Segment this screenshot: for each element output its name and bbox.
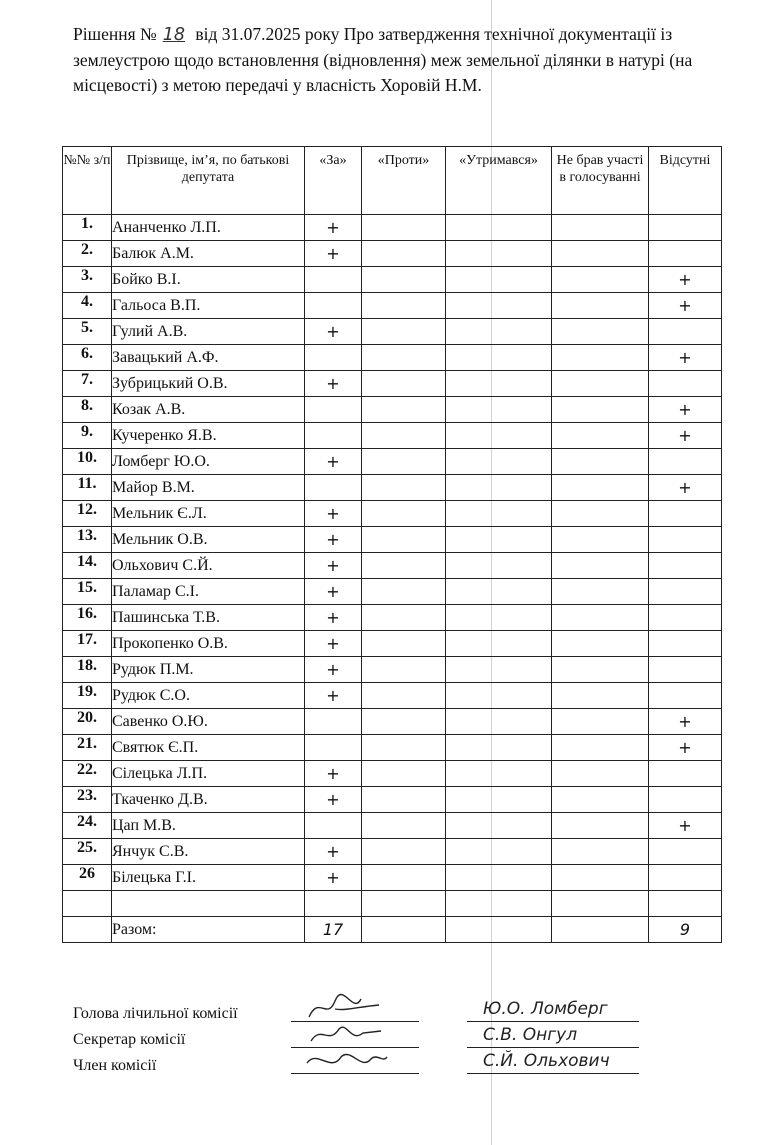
vote-against-mark — [362, 553, 446, 579]
table-body — [63, 215, 722, 943]
not-voted-mark — [552, 787, 649, 813]
signature-role: Член комісії — [73, 1057, 157, 1074]
vote-against-mark — [362, 813, 446, 839]
deputy-name: Ткаченко Д.В. — [112, 787, 305, 813]
signature-block — [73, 999, 753, 1083]
empty-cell — [552, 891, 649, 917]
absent-mark — [649, 761, 722, 787]
total-not-voted — [552, 917, 649, 943]
table-row — [63, 423, 722, 449]
table-row — [63, 293, 722, 319]
absent-mark — [649, 657, 722, 683]
vote-abstain-mark — [446, 475, 552, 501]
vote-abstain-mark — [446, 423, 552, 449]
empty-row — [63, 891, 722, 917]
vote-against-mark — [362, 735, 446, 761]
col-abstain-header: «Утримався» — [446, 147, 552, 215]
table-row — [63, 215, 722, 241]
vote-abstain-mark — [446, 813, 552, 839]
empty-cell — [649, 891, 722, 917]
table-row — [63, 501, 722, 527]
deputy-name: Кучеренко Я.В. — [112, 423, 305, 449]
row-number: 21. — [63, 735, 112, 761]
absent-mark — [649, 631, 722, 657]
deputy-name: Цап М.В. — [112, 813, 305, 839]
row-number: 25. — [63, 839, 112, 865]
row-number: 14. — [63, 553, 112, 579]
deputy-name: Святюк Є.П. — [112, 735, 305, 761]
absent-mark: + — [649, 475, 722, 501]
total-against — [362, 917, 446, 943]
col-not-voted-header: Не брав участі в голосуванні — [552, 147, 649, 215]
total-row — [63, 917, 722, 943]
deputy-name: Сілецька Л.П. — [112, 761, 305, 787]
signer-name: С.Й. Ольхович — [483, 1051, 610, 1071]
vote-abstain-mark — [446, 293, 552, 319]
not-voted-mark — [552, 553, 649, 579]
vote-abstain-mark — [446, 865, 552, 891]
vote-abstain-mark — [446, 683, 552, 709]
total-absent: 9 — [649, 917, 722, 943]
vote-abstain-mark — [446, 709, 552, 735]
not-voted-mark — [552, 657, 649, 683]
absent-mark: + — [649, 345, 722, 371]
row-number: 26 — [63, 865, 112, 891]
decision-header — [73, 22, 753, 98]
vote-abstain-mark — [446, 761, 552, 787]
vote-against-mark — [362, 787, 446, 813]
table-row — [63, 735, 722, 761]
row-number: 22. — [63, 761, 112, 787]
table-row — [63, 319, 722, 345]
deputy-name: Гальоса В.П. — [112, 293, 305, 319]
vote-for-mark: + — [305, 683, 362, 709]
vote-abstain-mark — [446, 553, 552, 579]
vote-for-mark: + — [305, 553, 362, 579]
not-voted-mark — [552, 813, 649, 839]
deputy-name: Янчук С.В. — [112, 839, 305, 865]
not-voted-mark — [552, 527, 649, 553]
vote-against-mark — [362, 579, 446, 605]
absent-mark — [649, 579, 722, 605]
total-abstain — [446, 917, 552, 943]
row-number: 11. — [63, 475, 112, 501]
vote-for-mark — [305, 293, 362, 319]
signature-row — [73, 1051, 753, 1083]
vote-abstain-mark — [446, 605, 552, 631]
not-voted-mark — [552, 449, 649, 475]
vote-against-mark — [362, 267, 446, 293]
absent-mark — [649, 683, 722, 709]
vote-for-mark: + — [305, 371, 362, 397]
row-number: 5. — [63, 319, 112, 345]
absent-mark — [649, 865, 722, 891]
table-row — [63, 241, 722, 267]
empty-cell — [446, 891, 552, 917]
vote-against-mark — [362, 345, 446, 371]
table-row — [63, 657, 722, 683]
deputy-name: Ананченко Л.П. — [112, 215, 305, 241]
deputy-name: Майор В.М. — [112, 475, 305, 501]
total-label: Разом: — [112, 917, 305, 943]
vote-abstain-mark — [446, 501, 552, 527]
table-row — [63, 787, 722, 813]
vote-for-mark — [305, 735, 362, 761]
vote-against-mark — [362, 605, 446, 631]
table-row — [63, 267, 722, 293]
table-row — [63, 709, 722, 735]
vote-against-mark — [362, 423, 446, 449]
row-number: 19. — [63, 683, 112, 709]
deputy-name: Білецька Г.І. — [112, 865, 305, 891]
vote-for-mark: + — [305, 579, 362, 605]
not-voted-mark — [552, 215, 649, 241]
table-row — [63, 371, 722, 397]
col-num-header: №№ з/п — [63, 147, 112, 215]
vote-abstain-mark — [446, 787, 552, 813]
row-number: 8. — [63, 397, 112, 423]
vote-abstain-mark — [446, 267, 552, 293]
vote-for-mark — [305, 709, 362, 735]
absent-mark: + — [649, 813, 722, 839]
not-voted-mark — [552, 293, 649, 319]
absent-mark — [649, 501, 722, 527]
row-number: 9. — [63, 423, 112, 449]
table-row — [63, 553, 722, 579]
vote-for-mark: + — [305, 215, 362, 241]
absent-mark — [649, 527, 722, 553]
row-number: 23. — [63, 787, 112, 813]
vote-against-mark — [362, 319, 446, 345]
vote-abstain-mark — [446, 527, 552, 553]
vote-abstain-mark — [446, 631, 552, 657]
vote-for-mark: + — [305, 319, 362, 345]
table-row — [63, 839, 722, 865]
empty-cell — [305, 891, 362, 917]
col-against-header: «Проти» — [362, 147, 446, 215]
absent-mark — [649, 553, 722, 579]
vote-for-mark: + — [305, 449, 362, 475]
vote-abstain-mark — [446, 215, 552, 241]
deputy-name: Савенко О.Ю. — [112, 709, 305, 735]
decision-title: від 31.07.2025 року Про затвердження технічної документації із землеустрою щодо встановлення (відновлення) меж земельної ділянки в натурі (на місцевості) з метою передачі у власність Хоровій Н.М. — [73, 24, 693, 95]
row-number: 13. — [63, 527, 112, 553]
not-voted-mark — [552, 319, 649, 345]
absent-mark: + — [649, 293, 722, 319]
vote-against-mark — [362, 761, 446, 787]
row-number: 17. — [63, 631, 112, 657]
table-row — [63, 683, 722, 709]
vote-abstain-mark — [446, 839, 552, 865]
deputy-name: Козак А.В. — [112, 397, 305, 423]
total-num-cell — [63, 917, 112, 943]
vote-for-mark: + — [305, 761, 362, 787]
vote-against-mark — [362, 475, 446, 501]
deputy-name: Гулий А.В. — [112, 319, 305, 345]
deputy-name: Бойко В.І. — [112, 267, 305, 293]
vote-for-mark: + — [305, 605, 362, 631]
signature-role: Голова лічильної комісії — [73, 1005, 238, 1022]
absent-mark — [649, 787, 722, 813]
vote-against-mark — [362, 527, 446, 553]
signature-row — [73, 999, 753, 1031]
total-for: 17 — [305, 917, 362, 943]
vote-against-mark — [362, 657, 446, 683]
absent-mark: + — [649, 267, 722, 293]
vote-abstain-mark — [446, 241, 552, 267]
table-row — [63, 865, 722, 891]
vote-against-mark — [362, 241, 446, 267]
not-voted-mark — [552, 397, 649, 423]
vote-against-mark — [362, 215, 446, 241]
absent-mark — [649, 371, 722, 397]
deputy-name: Ольхович С.Й. — [112, 553, 305, 579]
col-for-header: «За» — [305, 147, 362, 215]
signer-name: Ю.О. Ломберг — [483, 999, 608, 1019]
not-voted-mark — [552, 761, 649, 787]
not-voted-mark — [552, 423, 649, 449]
vote-for-mark: + — [305, 839, 362, 865]
not-voted-mark — [552, 267, 649, 293]
not-voted-mark — [552, 345, 649, 371]
table-row — [63, 631, 722, 657]
vote-against-mark — [362, 709, 446, 735]
row-number: 3. — [63, 267, 112, 293]
row-number: 4. — [63, 293, 112, 319]
absent-mark — [649, 839, 722, 865]
name-line — [467, 1073, 639, 1074]
vote-against-mark — [362, 865, 446, 891]
vote-for-mark — [305, 267, 362, 293]
not-voted-mark — [552, 501, 649, 527]
vote-against-mark — [362, 631, 446, 657]
vote-for-mark: + — [305, 865, 362, 891]
vote-for-mark: + — [305, 787, 362, 813]
absent-mark — [649, 215, 722, 241]
deputy-name: Завацький А.Ф. — [112, 345, 305, 371]
table-row — [63, 449, 722, 475]
vote-against-mark — [362, 683, 446, 709]
vote-for-mark: + — [305, 501, 362, 527]
not-voted-mark — [552, 683, 649, 709]
vote-against-mark — [362, 839, 446, 865]
table-row — [63, 397, 722, 423]
vote-for-mark — [305, 813, 362, 839]
row-number: 12. — [63, 501, 112, 527]
row-number: 2. — [63, 241, 112, 267]
absent-mark: + — [649, 709, 722, 735]
deputy-name: Балюк А.М. — [112, 241, 305, 267]
signer-name: С.В. Онгул — [483, 1025, 578, 1045]
row-number: 15. — [63, 579, 112, 605]
signature-row — [73, 1025, 753, 1057]
empty-cell — [63, 891, 112, 917]
decision-prefix: Рішення № — [73, 24, 157, 44]
vote-against-mark — [362, 397, 446, 423]
vote-for-mark — [305, 423, 362, 449]
deputy-name: Прокопенко О.В. — [112, 631, 305, 657]
empty-cell — [112, 891, 305, 917]
absent-mark — [649, 449, 722, 475]
decision-number: 18 — [162, 25, 185, 45]
signature-role: Секретар комісії — [73, 1031, 186, 1048]
absent-mark: + — [649, 397, 722, 423]
vote-against-mark — [362, 449, 446, 475]
deputy-name: Рудюк П.М. — [112, 657, 305, 683]
deputy-name: Рудюк С.О. — [112, 683, 305, 709]
absent-mark: + — [649, 423, 722, 449]
row-number: 1. — [63, 215, 112, 241]
row-number: 6. — [63, 345, 112, 371]
not-voted-mark — [552, 605, 649, 631]
deputy-name: Пашинська Т.В. — [112, 605, 305, 631]
vote-abstain-mark — [446, 579, 552, 605]
not-voted-mark — [552, 709, 649, 735]
vote-abstain-mark — [446, 449, 552, 475]
vote-table — [62, 146, 722, 943]
col-name-header: Прізвище, ім’я, по батькові депутата — [112, 147, 305, 215]
vote-for-mark: + — [305, 631, 362, 657]
row-number: 16. — [63, 605, 112, 631]
handwritten-signature — [301, 1043, 391, 1077]
not-voted-mark — [552, 735, 649, 761]
table-row — [63, 345, 722, 371]
vote-abstain-mark — [446, 657, 552, 683]
vote-abstain-mark — [446, 345, 552, 371]
vote-for-mark — [305, 345, 362, 371]
vote-for-mark — [305, 475, 362, 501]
absent-mark — [649, 241, 722, 267]
deputy-name: Ломберг Ю.О. — [112, 449, 305, 475]
vote-abstain-mark — [446, 735, 552, 761]
col-absent-header: Відсутні — [649, 147, 722, 215]
vote-for-mark: + — [305, 527, 362, 553]
name-line — [467, 1047, 639, 1048]
absent-mark — [649, 605, 722, 631]
vote-abstain-mark — [446, 319, 552, 345]
deputy-name: Паламар С.І. — [112, 579, 305, 605]
vote-against-mark — [362, 293, 446, 319]
empty-cell — [362, 891, 446, 917]
deputy-name: Зубрицький О.В. — [112, 371, 305, 397]
vote-for-mark — [305, 397, 362, 423]
table-header-row — [63, 147, 722, 215]
table-row — [63, 579, 722, 605]
table-row — [63, 761, 722, 787]
table-row — [63, 813, 722, 839]
row-number: 24. — [63, 813, 112, 839]
vote-abstain-mark — [446, 371, 552, 397]
row-number: 18. — [63, 657, 112, 683]
vote-for-mark: + — [305, 657, 362, 683]
not-voted-mark — [552, 475, 649, 501]
deputy-name: Мельник О.В. — [112, 527, 305, 553]
vote-abstain-mark — [446, 397, 552, 423]
name-line — [467, 1021, 639, 1022]
table-row — [63, 475, 722, 501]
vote-against-mark — [362, 501, 446, 527]
row-number: 20. — [63, 709, 112, 735]
deputy-name: Мельник Є.Л. — [112, 501, 305, 527]
not-voted-mark — [552, 241, 649, 267]
not-voted-mark — [552, 371, 649, 397]
not-voted-mark — [552, 839, 649, 865]
absent-mark: + — [649, 735, 722, 761]
not-voted-mark — [552, 865, 649, 891]
absent-mark — [649, 319, 722, 345]
vote-against-mark — [362, 371, 446, 397]
not-voted-mark — [552, 579, 649, 605]
row-number: 10. — [63, 449, 112, 475]
table-row — [63, 527, 722, 553]
vote-for-mark: + — [305, 241, 362, 267]
not-voted-mark — [552, 631, 649, 657]
table-row — [63, 605, 722, 631]
row-number: 7. — [63, 371, 112, 397]
